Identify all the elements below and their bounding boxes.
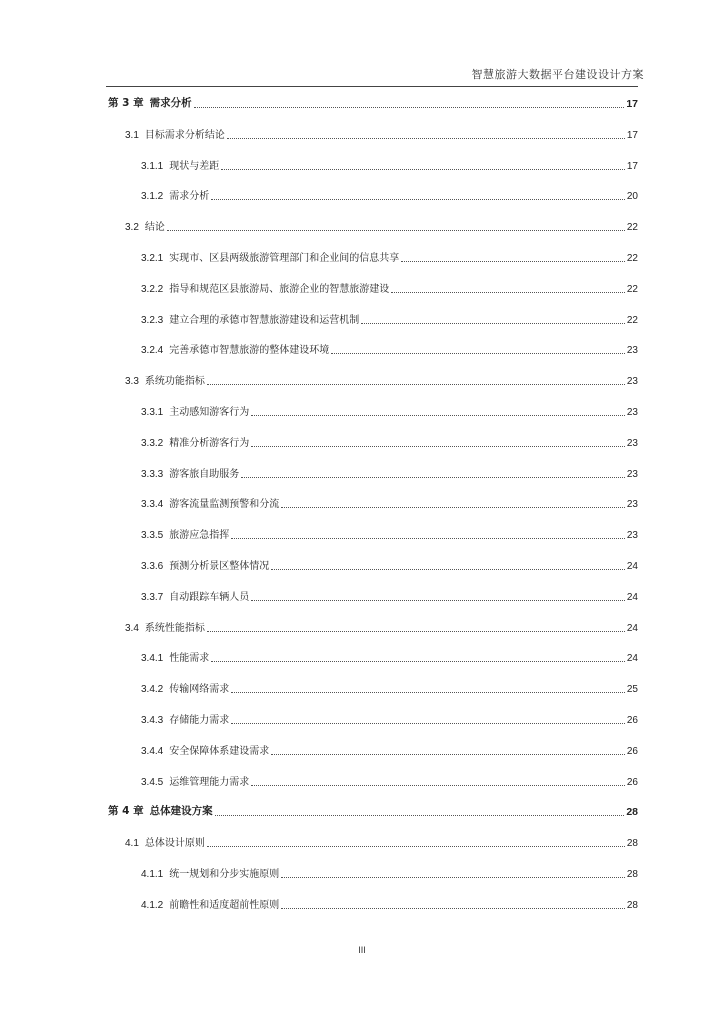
toc-entry-title: 精准分析游客行为 <box>169 437 250 449</box>
toc-dot-leader <box>271 559 625 570</box>
toc-dot-leader <box>401 251 625 262</box>
toc-dot-leader <box>221 159 625 170</box>
toc-entry-page: 25 <box>626 684 638 696</box>
toc-entry-number: 3.3.2 <box>141 437 164 449</box>
toc-dot-leader <box>251 590 625 601</box>
toc-entry-page: 26 <box>626 776 638 788</box>
toc-entry-number: 3.4.4 <box>141 745 164 757</box>
toc-entry-number: 3.4.5 <box>141 776 164 788</box>
toc-entry-number: 3.2.3 <box>141 314 164 326</box>
toc-entry[interactable] <box>141 402 638 418</box>
toc-entry-title: 需求分析 <box>169 191 210 203</box>
toc-entry-page: 23 <box>626 407 638 418</box>
toc-entry-number: 3.1.2 <box>141 191 164 203</box>
toc-entry[interactable] <box>141 895 638 911</box>
toc-entry-number: 3.3.3 <box>141 468 164 480</box>
toc-entry-page: 28 <box>626 806 638 819</box>
toc-dot-leader <box>271 744 625 755</box>
toc-entry[interactable] <box>141 710 638 726</box>
toc-dot-leader <box>211 189 625 200</box>
toc-entry[interactable] <box>141 156 638 172</box>
toc-entry[interactable] <box>141 464 638 480</box>
toc-entry-number: 3.2.1 <box>141 253 164 264</box>
toc-dot-leader <box>215 805 625 816</box>
toc-entry-page: 20 <box>626 191 638 203</box>
toc-entry-title: 性能需求 <box>169 653 210 665</box>
toc-entry-page: 23 <box>626 530 638 542</box>
page-number: III <box>358 945 366 955</box>
toc-entry-number: 3.3.1 <box>141 407 164 418</box>
toc-dot-leader <box>251 405 625 416</box>
toc-entry[interactable] <box>141 556 638 572</box>
toc-dot-leader <box>331 343 625 354</box>
toc-entry-title: 实现市、区县两级旅游管理部门和企业间的信息共享 <box>169 253 400 264</box>
toc-entry[interactable] <box>141 648 638 664</box>
toc-entry-page: 23 <box>626 437 638 449</box>
toc-entry[interactable] <box>125 217 638 233</box>
toc-entry-number: 3.2 <box>125 222 139 234</box>
toc-entry[interactable] <box>141 679 638 695</box>
toc-dot-leader <box>391 282 625 293</box>
toc-dot-leader <box>231 528 625 539</box>
running-header: 智慧旅游大数据平台建设设计方案 <box>471 68 644 81</box>
toc-entry-page: 22 <box>626 222 638 234</box>
header-rule <box>106 86 638 87</box>
toc-dot-leader <box>241 467 625 478</box>
toc-entry-title: 主动感知游客行为 <box>169 407 250 418</box>
toc-entry-number: 4.1.2 <box>141 899 164 911</box>
toc-entry[interactable] <box>141 340 638 356</box>
toc-entry-page: 28 <box>626 838 638 850</box>
toc-entry-number: 3.2.2 <box>141 283 164 295</box>
toc-dot-leader <box>211 651 625 662</box>
toc-entry[interactable] <box>141 186 638 202</box>
toc-dot-leader <box>361 313 625 324</box>
toc-entry-number: 3.4.3 <box>141 715 164 726</box>
toc-entry[interactable] <box>108 802 638 818</box>
toc-entry-title: 游客流量监测预警和分流 <box>169 499 280 511</box>
toc-entry-page: 23 <box>626 468 638 480</box>
toc-entry-title: 系统功能指标 <box>144 376 205 388</box>
toc-entry-title: 预测分析景区整体情况 <box>169 561 270 572</box>
toc-entry-number: 3.3 <box>125 376 139 388</box>
toc-entry-title: 统一规划和分步实施原则 <box>169 869 280 880</box>
toc-entry-title: 结论 <box>144 222 165 234</box>
toc-entry-page: 26 <box>626 715 638 726</box>
toc-entry-number: 第 4 章 <box>108 805 144 818</box>
toc-entry-title: 完善承德市智慧旅游的整体建设环境 <box>169 345 330 357</box>
toc-dot-leader <box>194 97 625 108</box>
toc-entry-page: 23 <box>626 345 638 357</box>
toc-entry-title: 目标需求分析结论 <box>144 129 225 141</box>
toc-dot-leader <box>281 497 625 508</box>
toc-entry[interactable] <box>141 279 638 295</box>
toc-entry-page: 26 <box>626 745 638 757</box>
toc-entry-page: 23 <box>626 499 638 511</box>
toc-entry-title: 传输网络需求 <box>169 684 230 696</box>
toc-entry[interactable] <box>141 248 638 264</box>
toc-entry[interactable] <box>125 371 638 387</box>
toc-entry-title: 系统性能指标 <box>144 622 205 634</box>
toc-entry[interactable] <box>141 587 638 603</box>
toc-entry-title: 前瞻性和适度超前性原则 <box>169 899 280 911</box>
toc-entry-page: 22 <box>626 283 638 295</box>
toc-entry[interactable] <box>125 833 638 849</box>
toc-entry-title: 游客旅自助服务 <box>169 468 240 480</box>
toc-dot-leader <box>207 374 625 385</box>
toc-dot-leader <box>167 220 625 231</box>
toc-dot-leader <box>207 621 625 632</box>
toc-entry-number: 3.3.4 <box>141 499 164 511</box>
toc-entry-title: 总体设计原则 <box>144 838 205 850</box>
toc-entry-number: 第 3 章 <box>108 97 144 109</box>
toc-dot-leader <box>231 713 625 724</box>
toc-entry-page: 24 <box>626 622 638 634</box>
toc-entry-title: 现状与差距 <box>169 160 220 172</box>
toc-dot-leader <box>227 128 625 139</box>
toc-entry-number: 3.2.4 <box>141 345 164 357</box>
toc-entry-number: 4.1.1 <box>141 869 164 880</box>
toc-entry[interactable] <box>141 525 638 541</box>
toc-entry-page: 24 <box>626 561 638 572</box>
toc-entry[interactable] <box>141 864 638 880</box>
toc-entry-number: 3.4.2 <box>141 684 164 696</box>
toc-entry[interactable] <box>141 741 638 757</box>
toc-dot-leader <box>231 682 625 693</box>
toc-entry-page: 17 <box>626 129 638 141</box>
toc-entry-number: 3.4.1 <box>141 653 164 665</box>
toc-entry-title: 旅游应急指挥 <box>169 530 230 542</box>
toc-entry[interactable] <box>125 618 638 634</box>
toc-dot-leader <box>251 775 625 786</box>
toc-entry-page: 28 <box>626 869 638 880</box>
toc-entry-title: 存储能力需求 <box>169 715 230 726</box>
toc-entry-number: 3.3.6 <box>141 561 164 572</box>
toc-entry-number: 4.1 <box>125 838 139 850</box>
toc-entry-page: 22 <box>626 253 638 264</box>
toc-entry-page: 23 <box>626 376 638 388</box>
toc-entry[interactable] <box>141 772 638 788</box>
toc-entry[interactable] <box>141 433 638 449</box>
toc-entry-page: 17 <box>626 160 638 172</box>
toc-dot-leader <box>281 867 625 878</box>
toc-entry-title: 需求分析 <box>149 97 192 109</box>
toc-entry-page: 24 <box>626 653 638 665</box>
toc-entry[interactable] <box>141 494 638 510</box>
toc-entry-number: 3.3.7 <box>141 591 164 603</box>
toc-entry-page: 24 <box>626 591 638 603</box>
toc-entry-number: 3.1 <box>125 129 139 141</box>
toc-entry-title: 指导和规范区县旅游局、旅游企业的智慧旅游建设 <box>169 283 390 295</box>
toc-entry-title: 总体建设方案 <box>149 805 213 818</box>
toc-entry[interactable] <box>108 94 638 110</box>
toc-entry-number: 3.1.1 <box>141 160 164 172</box>
toc-entry-title: 自动跟踪车辆人员 <box>169 591 250 603</box>
toc-entry-page: 17 <box>626 98 638 110</box>
toc-entry[interactable] <box>141 310 638 326</box>
toc-entry[interactable] <box>125 125 638 141</box>
toc-entry-title: 建立合理的承德市智慧旅游建设和运营机制 <box>169 314 360 326</box>
toc-entry-title: 运维管理能力需求 <box>169 776 250 788</box>
toc-dot-leader <box>281 898 625 909</box>
toc-entry-title: 安全保障体系建设需求 <box>169 745 270 757</box>
toc-entry-number: 3.3.5 <box>141 530 164 542</box>
toc-entry-page: 28 <box>626 899 638 911</box>
toc-dot-leader <box>207 836 625 847</box>
toc-entry-number: 3.4 <box>125 622 139 634</box>
toc-entry-page: 22 <box>626 314 638 326</box>
toc-dot-leader <box>251 436 625 447</box>
